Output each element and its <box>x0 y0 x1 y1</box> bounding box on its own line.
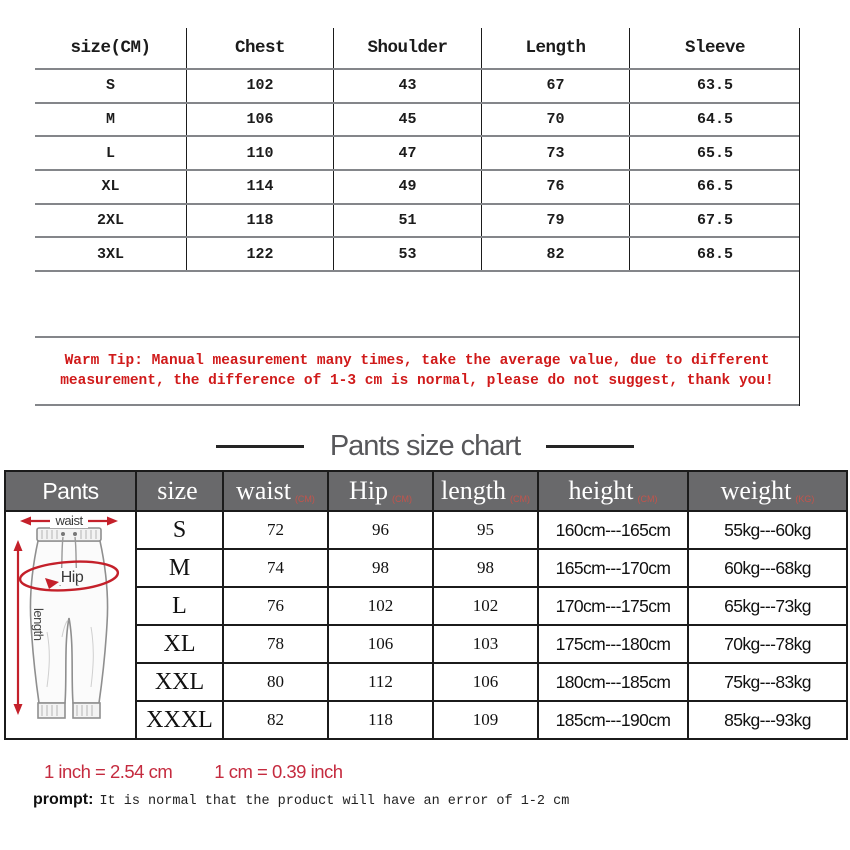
table-cell: 80 <box>223 663 328 701</box>
table-cell: 49 <box>334 171 482 203</box>
table-cell: 55kg---60kg <box>688 511 847 549</box>
pants-chart-title-bar <box>0 426 850 466</box>
table-row <box>35 137 799 171</box>
table-cell: 65.5 <box>696 144 733 162</box>
table-cell: 106 <box>433 663 538 701</box>
table-cell: S <box>35 70 187 102</box>
table-cell: 122 <box>187 238 334 270</box>
pants-header-hip: Hip (CM) <box>328 471 433 511</box>
table-cell: 95 <box>433 511 538 549</box>
cm-to-inch-text: 1 cm = 0.39 inch <box>214 761 343 782</box>
pants-header-size: size <box>136 471 223 511</box>
table-cell: 70 <box>482 104 630 136</box>
waist-label: waist <box>55 513 83 528</box>
table-cell: M <box>35 104 187 136</box>
table-cell: 45 <box>334 104 482 136</box>
table-cell: L <box>136 587 223 625</box>
table-cell: 68.5 <box>696 245 733 263</box>
warm-tip-line-2: measurement, the difference of 1-3 cm is normal, please do not suggest, thank you! <box>60 373 774 390</box>
table-cell: 118 <box>187 205 334 237</box>
table-cell: 98 <box>328 549 433 587</box>
drawstring-eyelet <box>73 532 77 536</box>
pants-measurement-diagram <box>5 511 136 739</box>
table-cell: 73 <box>482 137 630 169</box>
table-cell: 185cm---190cm <box>538 701 688 739</box>
hip-label: Hip <box>60 569 84 586</box>
table-cell: 74 <box>223 549 328 587</box>
waist-arrow <box>20 513 118 528</box>
table-cell: XL <box>136 625 223 663</box>
top-header-shoulder: Shoulder <box>334 28 482 68</box>
table-cell: 165cm---170cm <box>538 549 688 587</box>
table-cell: 82 <box>482 238 630 270</box>
table-cell: 78 <box>223 625 328 663</box>
table-cell: 65kg---73kg <box>688 587 847 625</box>
pants-size-table <box>4 470 848 740</box>
table-cell: 51 <box>334 205 482 237</box>
table-cell: 103 <box>433 625 538 663</box>
table-cell: 67 <box>482 70 630 102</box>
top-size-table <box>35 28 800 406</box>
table-row <box>35 171 799 205</box>
table-row <box>35 205 799 239</box>
table-cell: 82 <box>223 701 328 739</box>
warm-tip-line-1: Warm Tip: Manual measurement many times, take the average value, due to different <box>64 353 770 369</box>
table-cell: 160cm---165cm <box>538 511 688 549</box>
drawstring-eyelet <box>61 532 65 536</box>
table-cell: 110 <box>187 137 334 169</box>
table-cell: 3XL <box>35 238 187 270</box>
table-cell: 102 <box>187 70 334 102</box>
table-cell: XL <box>35 171 187 203</box>
table-row <box>35 70 799 104</box>
warm-tip-text <box>35 338 799 406</box>
table-cell: 96 <box>328 511 433 549</box>
table-cell: XXL <box>136 663 223 701</box>
table-cell: 72 <box>223 511 328 549</box>
pants-header-length: length (CM) <box>433 471 538 511</box>
table-row <box>5 511 847 549</box>
unit-conversion-text <box>44 761 343 783</box>
prompt-text: It is normal that the product will have an error of 1-2 cm <box>99 794 570 809</box>
table-cell: 85kg---93kg <box>688 701 847 739</box>
table-cell: 106 <box>187 104 334 136</box>
table-cell: 43 <box>334 70 482 102</box>
table-cell: 76 <box>482 171 630 203</box>
table-cell: 60kg---68kg <box>688 549 847 587</box>
table-cell: 180cm---185cm <box>538 663 688 701</box>
top-header-sleeve: Sleeve <box>684 38 745 58</box>
empty-row <box>35 272 799 338</box>
table-cell: 114 <box>187 171 334 203</box>
top-header-size: size(CM) <box>35 28 187 68</box>
prompt-line <box>33 791 569 809</box>
pants-header-weight: weight (KG) <box>688 471 847 511</box>
title-divider-line <box>546 445 634 448</box>
table-cell: 98 <box>433 549 538 587</box>
table-cell: 47 <box>334 137 482 169</box>
table-cell: 79 <box>482 205 630 237</box>
table-cell: 66.5 <box>696 178 733 196</box>
top-header-length: Length <box>482 28 630 68</box>
table-cell: 2XL <box>35 205 187 237</box>
pants-header-height: height (CM) <box>538 471 688 511</box>
table-cell: 76 <box>223 587 328 625</box>
table-cell: XXXL <box>136 701 223 739</box>
table-cell: 175cm---180cm <box>538 625 688 663</box>
table-cell: L <box>35 137 187 169</box>
pants-table-header-row <box>5 471 847 511</box>
table-cell: 118 <box>328 701 433 739</box>
pants-header-waist: waist (CM) <box>223 471 328 511</box>
pants-chart-title: Pants size chart <box>329 429 521 462</box>
table-cell: 109 <box>433 701 538 739</box>
table-cell: S <box>136 511 223 549</box>
table-cell: M <box>136 549 223 587</box>
table-cell: 75kg---83kg <box>688 663 847 701</box>
title-divider-line <box>216 445 304 448</box>
table-cell: 102 <box>433 587 538 625</box>
prompt-label: prompt: <box>33 791 94 808</box>
pants-corner-header: Pants <box>5 471 136 511</box>
table-cell: 170cm---175cm <box>538 587 688 625</box>
table-cell: 70kg---78kg <box>688 625 847 663</box>
table-cell: 106 <box>328 625 433 663</box>
top-table-header-row <box>35 28 799 70</box>
top-header-chest: Chest <box>187 28 334 68</box>
table-cell: 67.5 <box>696 212 733 230</box>
table-cell: 53 <box>334 238 482 270</box>
table-cell: 64.5 <box>696 111 733 129</box>
table-cell: 63.5 <box>696 77 733 95</box>
table-cell: 102 <box>328 587 433 625</box>
inch-to-cm-text: 1 inch = 2.54 cm <box>44 761 173 782</box>
table-row <box>35 104 799 138</box>
length-label: length <box>31 608 46 641</box>
table-cell: 112 <box>328 663 433 701</box>
pants-diagram-image <box>7 512 134 733</box>
table-row <box>35 238 799 272</box>
